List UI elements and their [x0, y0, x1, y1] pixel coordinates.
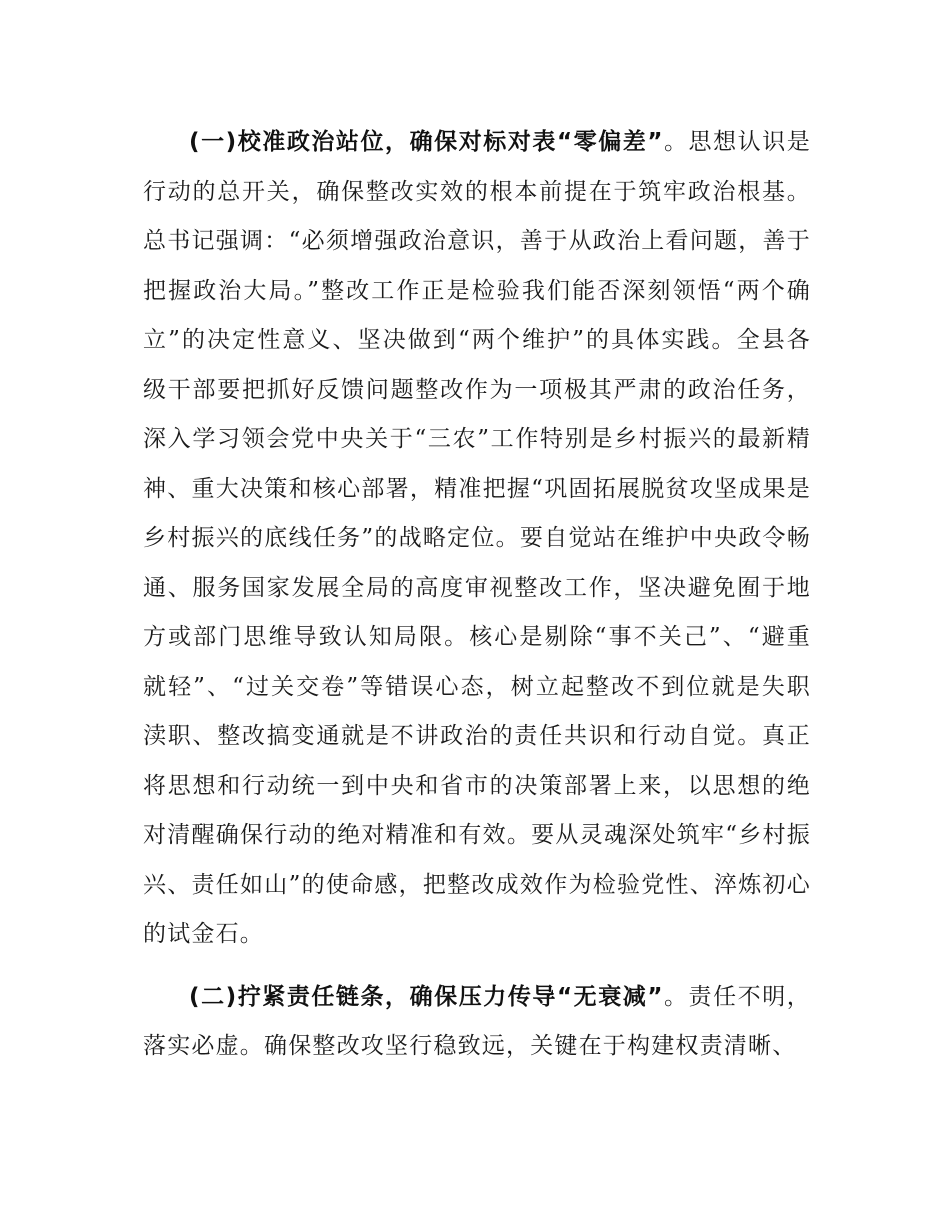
- document-body: [143, 118, 811, 1072]
- paragraph-1-text: 。思想认识是行动的总开关，确保整改实效的根本前提在于筑牢政治根基。总书记强调：“必须增强政治意识，善于从政治上看问题，善于把握政治大局。”整改工作正是检验我们能否深刻领悟“两个确立”的决定性意义、坚决做到“两个维护”的具体实践。全县各级干部要把抓好反馈问题整改作为一项极其严肃的政治任务，深入学习领会党中央关于“三农”工作特别是乡村振兴的最新精神、重大决策和核心部署，精准把握“巩固拓展脱贫攻坚成果是乡村振兴的底线任务”的战略定位。要自觉站在维护中央政令畅通、服务国家发展全局的高度审视整改工作，坚决避免囿于地方或部门思维导致认知局限。核心是剔除“事不关己”、“避重就轻”、“过关交卷”等错误心态，树立起整改不到位就是失职渎职、整改搞变通就是不讲政治的责任共识和行动自觉。真正将思想和行动统一到中央和省市的决策部署上来，以思想的绝对清醒确保行动的绝对精准和有效。要从灵魂深处筑牢“乡村振兴、责任如山”的使命感，把整改成效作为检验党性、淬炼初心的试金石。: [143, 129, 811, 947]
- paragraph-2: [143, 973, 811, 1072]
- section-heading-2: (二)拧紧责任链条，确保压力传导“无衰减”: [189, 983, 664, 1010]
- paragraph-1: [143, 118, 811, 960]
- paragraph-2-text: 。责任不明，落实必虚。确保整改攻坚行稳致远，关键在于构建权责清晰、: [143, 983, 811, 1059]
- section-heading-1: (一)校准政治站位，确保对标对表“零偏差”: [189, 129, 664, 155]
